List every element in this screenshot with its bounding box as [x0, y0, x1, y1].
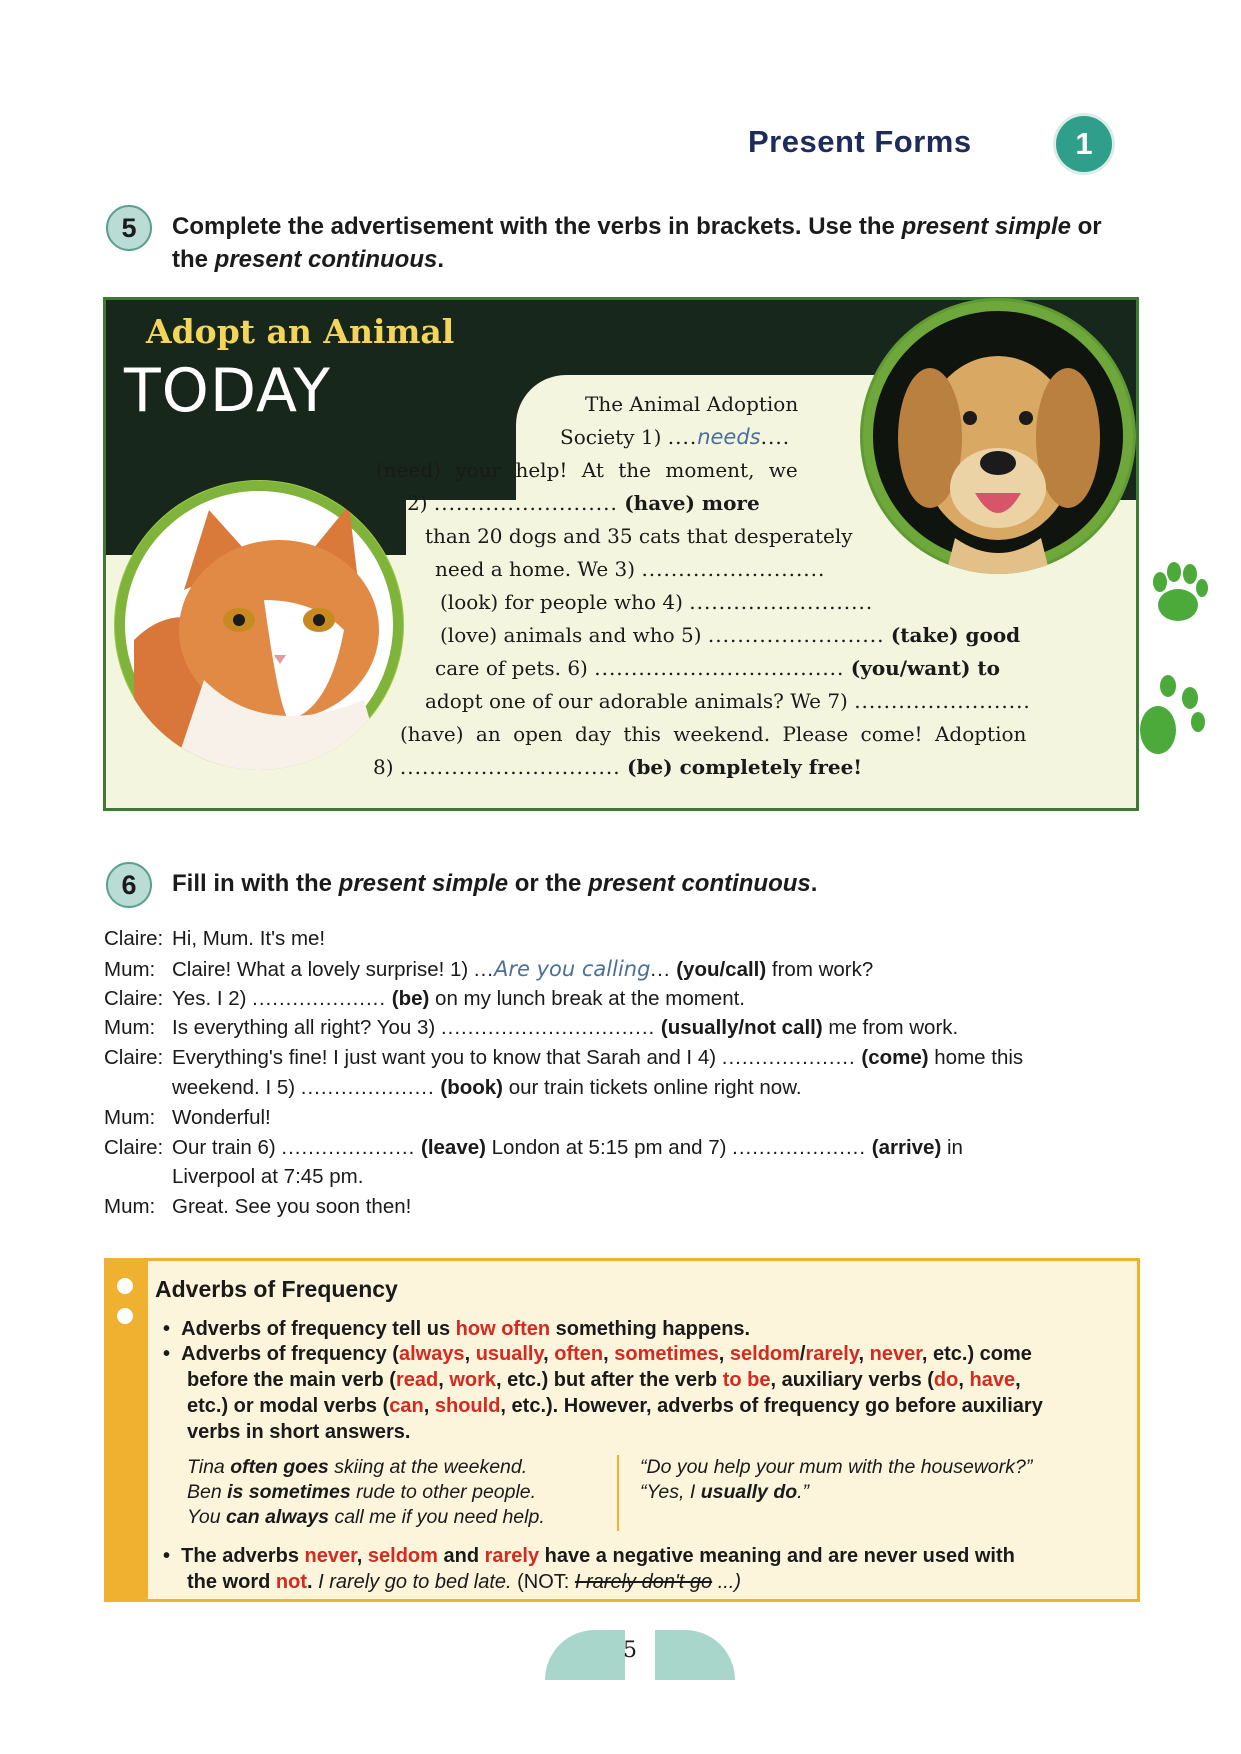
- cat-photo: [114, 480, 404, 770]
- advert-line: than 20 dogs and 35 cats that desperately: [425, 524, 853, 548]
- dialogue-line: weekend. I 5) .................... (book) our train tickets online right now.: [172, 1076, 802, 1099]
- dog-photo: [860, 298, 1136, 574]
- exercise-6-instruction: Fill in with the present simple or the present continuous.: [172, 870, 818, 897]
- dialogue-line: Liverpool at 7:45 pm.: [172, 1165, 364, 1188]
- example-divider: [617, 1455, 619, 1531]
- page-corner-right: [655, 1630, 735, 1680]
- exercise-5-instruction: Complete the advertisement with the verbs in brackets. Use the present simple or the present continuous.: [172, 213, 1102, 273]
- dialogue-line: Mum: Claire! What a lovely surprise! 1) ...Are you calling... (you/call) from work?: [104, 957, 874, 981]
- exercise-5-badge: 5: [106, 205, 152, 251]
- example-sentence: “Yes, I usually do.”: [640, 1481, 810, 1503]
- page-title: Present Forms: [748, 124, 972, 159]
- advert-line: (love) animals and who 5) ........................ (take) good: [440, 623, 1021, 647]
- advert-line: The Animal Adoption: [585, 392, 799, 416]
- grammar-title: Adverbs of Frequency: [155, 1276, 398, 1302]
- advert-subtitle: TODAY: [124, 356, 332, 426]
- grammar-line: before the main verb (read, work, etc.) but after the verb to be, auxiliary verbs (do, have,: [187, 1369, 1021, 1391]
- dialogue-line: Claire: Yes. I 2) .................... (be) on my lunch break at the moment.: [104, 987, 745, 1010]
- dialogue-line: Claire: Our train 6) .................... (leave) London at 5:15 pm and 7) .................... (arrive) in: [104, 1136, 963, 1159]
- advert-line: Society 1) ....needs....: [560, 425, 791, 449]
- grammar-line: the word not. I rarely go to bed late. (NOT: I rarely don't go ...): [187, 1571, 742, 1593]
- paw-print-icon: [1148, 560, 1208, 630]
- dialogue-line: Mum: Great. See you soon then!: [104, 1195, 412, 1218]
- advert-title: Adopt an Animal: [146, 312, 455, 351]
- example-sentence: Ben is sometimes rude to other people.: [187, 1481, 537, 1503]
- advert-line: (need) your help! At the moment, we: [376, 458, 798, 482]
- advert-line: (look) for people who 4) .........................: [440, 590, 874, 614]
- grammar-bullet: • Adverbs of frequency (always, usually, often, sometimes, seldom/rarely, never, etc.) come: [163, 1343, 1032, 1365]
- advert-line: 2) ......................... (have) more: [407, 491, 760, 515]
- unit-number-badge: 1: [1056, 116, 1112, 172]
- dialogue-line: Claire: Hi, Mum. It's me!: [104, 927, 326, 950]
- example-sentence: Tina often goes skiing at the weekend.: [187, 1456, 528, 1478]
- grammar-line: etc.) or modal verbs (can, should, etc.). However, adverbs of frequency go before auxiliary: [187, 1395, 1043, 1417]
- page-number: 5: [623, 1638, 637, 1663]
- example-sentence: “Do you help your mum with the housework?”: [640, 1456, 1033, 1478]
- binder-hole-icon: [117, 1278, 133, 1294]
- grammar-bullet: • The adverbs never, seldom and rarely have a negative meaning and are never used with: [163, 1545, 1015, 1567]
- advert-line: need a home. We 3) .........................: [435, 557, 826, 581]
- answer-needs: needs: [697, 425, 761, 449]
- binder-hole-icon: [117, 1308, 133, 1324]
- advert-line: adopt one of our adorable animals? We 7) ........................: [425, 689, 1031, 713]
- dialogue-line: Mum: Wonderful!: [104, 1106, 271, 1129]
- advert-line: 8) .............................. (be) completely free!: [373, 755, 863, 779]
- paw-print-icon: [1138, 670, 1208, 760]
- advert-line: care of pets. 6) .................................. (you/want) to: [435, 656, 1000, 680]
- grammar-bullet: • Adverbs of frequency tell us how often something happens.: [163, 1318, 751, 1340]
- dialogue-line: Mum: Is everything all right? You 3) ................................ (usually/not call) me from work.: [104, 1016, 959, 1039]
- example-sentence: You can always call me if you need help.: [187, 1506, 545, 1528]
- grammar-line: verbs in short answers.: [187, 1421, 411, 1443]
- dialogue-line: Claire: Everything's fine! I just want you to know that Sarah and I 4) .................... (come) home this: [104, 1046, 1024, 1069]
- exercise-6-badge: 6: [106, 862, 152, 908]
- advert-line: (have) an open day this weekend. Please come! Adoption: [400, 722, 1027, 746]
